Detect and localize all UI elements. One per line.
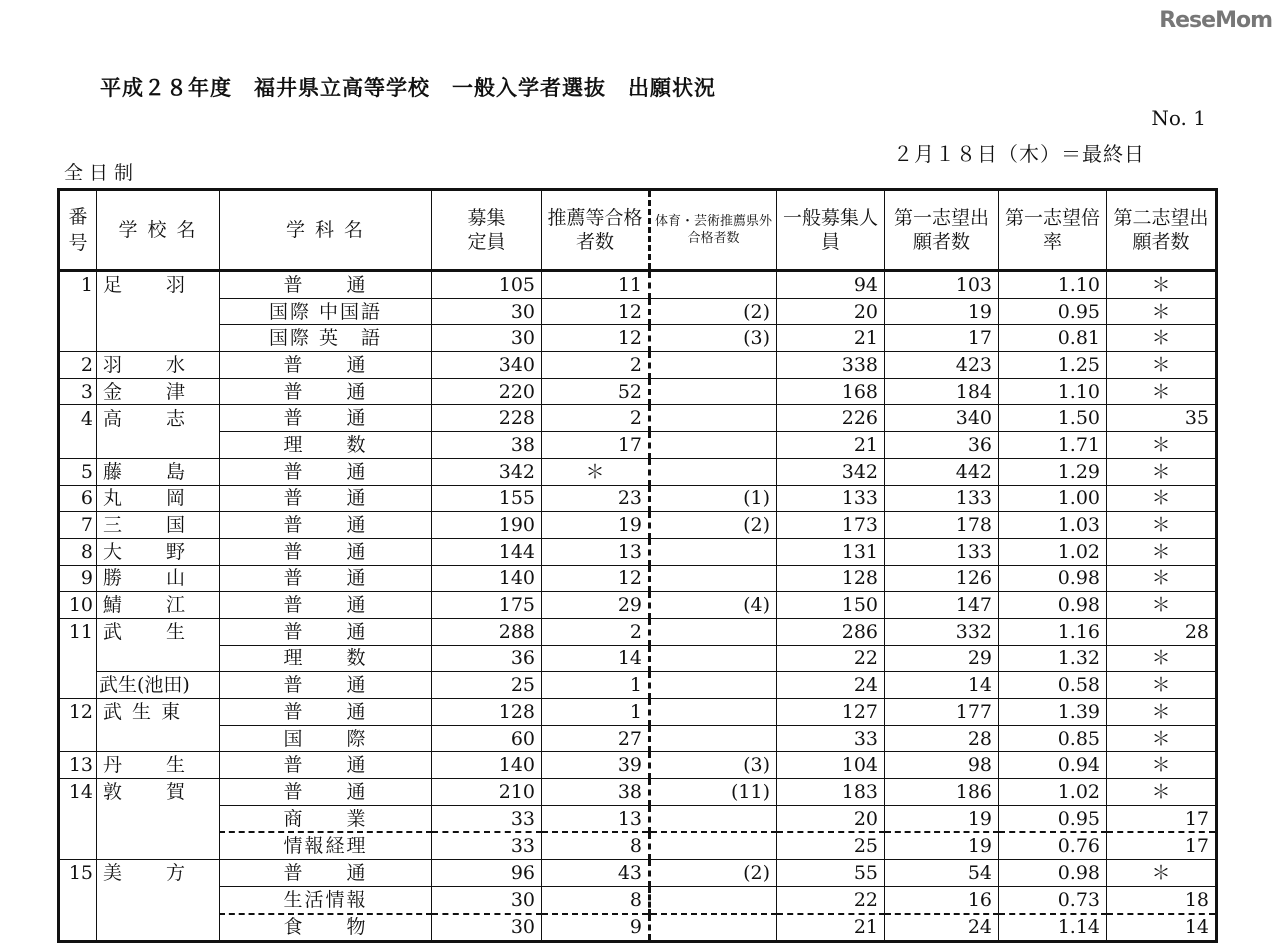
recommended-count: 2 <box>542 405 650 432</box>
second-choice-applicants: 35 <box>1107 405 1217 432</box>
row-number <box>59 432 97 459</box>
sports-arts-count <box>650 271 777 299</box>
header-dept: 学 科 名 <box>220 190 432 271</box>
capacity: 140 <box>432 752 542 779</box>
sports-arts-count <box>650 538 777 565</box>
department: 普 通 <box>220 860 432 887</box>
page-number: No. 1 <box>1151 106 1206 130</box>
table-row <box>59 860 1217 887</box>
school-name: 足 羽 <box>97 271 220 299</box>
school-name <box>97 832 220 859</box>
second-choice-applicants: ＊ <box>1107 725 1217 752</box>
first-choice-applicants: 19 <box>885 832 999 859</box>
first-choice-ratio: 1.50 <box>999 405 1107 432</box>
second-choice-applicants: ＊ <box>1107 458 1217 485</box>
second-choice-applicants: ＊ <box>1107 512 1217 539</box>
table-row <box>59 832 1217 859</box>
second-choice-applicants: 17 <box>1107 832 1217 859</box>
first-choice-applicants: 98 <box>885 752 999 779</box>
first-choice-applicants: 54 <box>885 860 999 887</box>
table-row <box>59 779 1217 806</box>
sports-arts-count: (11) <box>650 779 777 806</box>
department: 国際 英 語 <box>220 325 432 352</box>
general-quota: 168 <box>777 378 885 405</box>
first-choice-applicants: 340 <box>885 405 999 432</box>
second-choice-applicants: 18 <box>1107 886 1217 913</box>
row-number: 10 <box>59 592 97 619</box>
table-row <box>59 352 1217 379</box>
school-name: 美 方 <box>97 860 220 887</box>
department: 普 通 <box>220 458 432 485</box>
sports-arts-count <box>650 805 777 832</box>
recommended-count: 11 <box>542 271 650 299</box>
sports-arts-count <box>650 699 777 726</box>
row-number <box>59 805 97 832</box>
table-row <box>59 592 1217 619</box>
sports-arts-count: (3) <box>650 325 777 352</box>
second-choice-applicants: ＊ <box>1107 538 1217 565</box>
row-number <box>59 325 97 352</box>
capacity: 220 <box>432 378 542 405</box>
capacity: 175 <box>432 592 542 619</box>
first-choice-applicants: 16 <box>885 886 999 913</box>
capacity: 190 <box>432 512 542 539</box>
recommended-count: 13 <box>542 805 650 832</box>
header-school: 学 校 名 <box>97 190 220 271</box>
school-name <box>97 725 220 752</box>
recommended-count: 39 <box>542 752 650 779</box>
recommended-count: 17 <box>542 432 650 459</box>
second-choice-applicants: ＊ <box>1107 485 1217 512</box>
row-number <box>59 672 97 699</box>
header-ratio: 第一志望倍 率 <box>999 190 1107 271</box>
first-choice-applicants: 177 <box>885 699 999 726</box>
second-choice-applicants: ＊ <box>1107 325 1217 352</box>
second-choice-applicants: ＊ <box>1107 352 1217 379</box>
first-choice-applicants: 29 <box>885 645 999 672</box>
first-choice-applicants: 178 <box>885 512 999 539</box>
department: 情報経理 <box>220 832 432 859</box>
school-name: 高 志 <box>97 405 220 432</box>
row-number: 14 <box>59 779 97 806</box>
first-choice-applicants: 332 <box>885 618 999 645</box>
watermark-logo: ReseMom <box>1159 8 1272 33</box>
first-choice-applicants: 36 <box>885 432 999 459</box>
second-choice-applicants: ＊ <box>1107 672 1217 699</box>
capacity: 60 <box>432 725 542 752</box>
school-name <box>97 886 220 913</box>
capacity: 210 <box>432 779 542 806</box>
general-quota: 127 <box>777 699 885 726</box>
first-choice-ratio: 0.98 <box>999 565 1107 592</box>
header-second-applicants: 第二志望出願者数 <box>1107 190 1217 271</box>
school-name: 武 生 <box>97 618 220 645</box>
table-row <box>59 805 1217 832</box>
second-choice-applicants: ＊ <box>1107 779 1217 806</box>
first-choice-ratio: 1.16 <box>999 618 1107 645</box>
first-choice-ratio: 0.94 <box>999 752 1107 779</box>
first-choice-ratio: 1.71 <box>999 432 1107 459</box>
first-choice-ratio: 0.98 <box>999 860 1107 887</box>
department: 普 通 <box>220 271 432 299</box>
school-name <box>97 645 220 672</box>
general-quota: 338 <box>777 352 885 379</box>
capacity: 144 <box>432 538 542 565</box>
first-choice-applicants: 126 <box>885 565 999 592</box>
school-name: 武生(池田) <box>97 672 220 699</box>
school-name: 丹 生 <box>97 752 220 779</box>
department: 普 通 <box>220 485 432 512</box>
first-choice-ratio: 0.95 <box>999 805 1107 832</box>
second-choice-applicants: 14 <box>1107 914 1217 942</box>
school-name: 敦 賀 <box>97 779 220 806</box>
first-choice-applicants: 133 <box>885 485 999 512</box>
general-quota: 25 <box>777 832 885 859</box>
first-choice-ratio: 1.25 <box>999 352 1107 379</box>
department: 普 通 <box>220 538 432 565</box>
date-note: ２月１８日（木）＝最終日 <box>893 142 1145 166</box>
recommended-count: 12 <box>542 565 650 592</box>
table-row <box>59 645 1217 672</box>
second-choice-applicants: ＊ <box>1107 271 1217 299</box>
table-row <box>59 886 1217 913</box>
second-choice-applicants: 28 <box>1107 618 1217 645</box>
general-quota: 21 <box>777 325 885 352</box>
department: 理 数 <box>220 432 432 459</box>
capacity: 33 <box>432 832 542 859</box>
school-name: 大 野 <box>97 538 220 565</box>
first-choice-ratio: 1.14 <box>999 914 1107 942</box>
table-row <box>59 271 1217 299</box>
row-number <box>59 832 97 859</box>
row-number: 11 <box>59 618 97 645</box>
general-quota: 133 <box>777 485 885 512</box>
school-name: 勝 山 <box>97 565 220 592</box>
sports-arts-count: (1) <box>650 485 777 512</box>
recommended-count: 14 <box>542 645 650 672</box>
row-number <box>59 645 97 672</box>
second-choice-applicants: ＊ <box>1107 645 1217 672</box>
first-choice-applicants: 19 <box>885 298 999 325</box>
capacity: 30 <box>432 914 542 942</box>
capacity: 25 <box>432 672 542 699</box>
row-number: 15 <box>59 860 97 887</box>
capacity: 128 <box>432 699 542 726</box>
general-quota: 150 <box>777 592 885 619</box>
general-quota: 128 <box>777 565 885 592</box>
table-row <box>59 752 1217 779</box>
capacity: 342 <box>432 458 542 485</box>
first-choice-ratio: 0.85 <box>999 725 1107 752</box>
first-choice-ratio: 1.02 <box>999 538 1107 565</box>
second-choice-applicants: ＊ <box>1107 699 1217 726</box>
second-choice-applicants: ＊ <box>1107 860 1217 887</box>
first-choice-applicants: 17 <box>885 325 999 352</box>
row-number: 6 <box>59 485 97 512</box>
department: 国際 中国語 <box>220 298 432 325</box>
recommended-count: 12 <box>542 325 650 352</box>
row-number <box>59 725 97 752</box>
table-row <box>59 618 1217 645</box>
sports-arts-count: (2) <box>650 512 777 539</box>
header-recommended: 推薦等合格者数 <box>542 190 650 271</box>
capacity: 228 <box>432 405 542 432</box>
capacity: 96 <box>432 860 542 887</box>
table-row <box>59 485 1217 512</box>
department: 普 通 <box>220 565 432 592</box>
sports-arts-count: (3) <box>650 752 777 779</box>
recommended-count: 1 <box>542 699 650 726</box>
row-number: 12 <box>59 699 97 726</box>
recommended-count: 23 <box>542 485 650 512</box>
recommended-count: ＊ <box>542 458 650 485</box>
sports-arts-count: (2) <box>650 298 777 325</box>
general-quota: 24 <box>777 672 885 699</box>
general-quota: 20 <box>777 805 885 832</box>
row-number: 2 <box>59 352 97 379</box>
table-row <box>59 914 1217 942</box>
sports-arts-count <box>650 618 777 645</box>
section-label: 全日制 <box>64 162 140 184</box>
sports-arts-count <box>650 432 777 459</box>
recommended-count: 52 <box>542 378 650 405</box>
general-quota: 173 <box>777 512 885 539</box>
row-number: 5 <box>59 458 97 485</box>
school-name: 丸 岡 <box>97 485 220 512</box>
first-choice-ratio: 0.73 <box>999 886 1107 913</box>
first-choice-ratio: 1.10 <box>999 271 1107 299</box>
row-number: 3 <box>59 378 97 405</box>
capacity: 155 <box>432 485 542 512</box>
department: 普 通 <box>220 378 432 405</box>
sports-arts-count <box>650 725 777 752</box>
general-quota: 21 <box>777 432 885 459</box>
first-choice-ratio: 1.29 <box>999 458 1107 485</box>
department: 普 通 <box>220 672 432 699</box>
capacity: 30 <box>432 886 542 913</box>
table-row <box>59 538 1217 565</box>
general-quota: 20 <box>777 298 885 325</box>
row-number: 4 <box>59 405 97 432</box>
first-choice-ratio: 0.81 <box>999 325 1107 352</box>
table-row <box>59 512 1217 539</box>
first-choice-applicants: 442 <box>885 458 999 485</box>
recommended-count: 38 <box>542 779 650 806</box>
recommended-count: 43 <box>542 860 650 887</box>
capacity: 340 <box>432 352 542 379</box>
capacity: 288 <box>432 618 542 645</box>
recommended-count: 29 <box>542 592 650 619</box>
first-choice-applicants: 184 <box>885 378 999 405</box>
second-choice-applicants: ＊ <box>1107 432 1217 459</box>
first-choice-ratio: 1.39 <box>999 699 1107 726</box>
first-choice-ratio: 1.03 <box>999 512 1107 539</box>
second-choice-applicants: ＊ <box>1107 565 1217 592</box>
department: 普 通 <box>220 512 432 539</box>
general-quota: 226 <box>777 405 885 432</box>
first-choice-ratio: 0.95 <box>999 298 1107 325</box>
first-choice-applicants: 24 <box>885 914 999 942</box>
first-choice-applicants: 133 <box>885 538 999 565</box>
row-number: 9 <box>59 565 97 592</box>
capacity: 140 <box>432 565 542 592</box>
first-choice-ratio: 0.58 <box>999 672 1107 699</box>
general-quota: 21 <box>777 914 885 942</box>
sports-arts-count <box>650 378 777 405</box>
first-choice-applicants: 14 <box>885 672 999 699</box>
general-quota: 183 <box>777 779 885 806</box>
row-number: 1 <box>59 271 97 299</box>
capacity: 30 <box>432 325 542 352</box>
sports-arts-count <box>650 458 777 485</box>
general-quota: 342 <box>777 458 885 485</box>
general-quota: 55 <box>777 860 885 887</box>
general-quota: 22 <box>777 886 885 913</box>
first-choice-ratio: 1.00 <box>999 485 1107 512</box>
second-choice-applicants: ＊ <box>1107 592 1217 619</box>
school-name <box>97 432 220 459</box>
general-quota: 22 <box>777 645 885 672</box>
sports-arts-count: (4) <box>650 592 777 619</box>
capacity: 30 <box>432 298 542 325</box>
department: 商 業 <box>220 805 432 832</box>
row-number: 8 <box>59 538 97 565</box>
table-row <box>59 325 1217 352</box>
sports-arts-count <box>650 886 777 913</box>
general-quota: 94 <box>777 271 885 299</box>
recommended-count: 13 <box>542 538 650 565</box>
recommended-count: 1 <box>542 672 650 699</box>
sports-arts-count <box>650 914 777 942</box>
second-choice-applicants: ＊ <box>1107 752 1217 779</box>
capacity: 33 <box>432 805 542 832</box>
department: 普 通 <box>220 779 432 806</box>
recommended-count: 8 <box>542 832 650 859</box>
table-row <box>59 725 1217 752</box>
department: 生活情報 <box>220 886 432 913</box>
school-name <box>97 325 220 352</box>
sports-arts-count <box>650 565 777 592</box>
recommended-count: 2 <box>542 352 650 379</box>
recommended-count: 27 <box>542 725 650 752</box>
header-no: 番号 <box>59 190 97 271</box>
table-row <box>59 405 1217 432</box>
school-name: 金 津 <box>97 378 220 405</box>
first-choice-ratio: 0.98 <box>999 592 1107 619</box>
school-name: 三 国 <box>97 512 220 539</box>
sports-arts-count: (2) <box>650 860 777 887</box>
first-choice-applicants: 423 <box>885 352 999 379</box>
school-name <box>97 298 220 325</box>
header-first-applicants: 第一志望出願者数 <box>885 190 999 271</box>
recommended-count: 12 <box>542 298 650 325</box>
first-choice-applicants: 28 <box>885 725 999 752</box>
second-choice-applicants: ＊ <box>1107 378 1217 405</box>
second-choice-applicants: 17 <box>1107 805 1217 832</box>
capacity: 36 <box>432 645 542 672</box>
first-choice-ratio: 1.10 <box>999 378 1107 405</box>
first-choice-applicants: 186 <box>885 779 999 806</box>
row-number <box>59 298 97 325</box>
school-name: 藤 島 <box>97 458 220 485</box>
table-row <box>59 458 1217 485</box>
first-choice-applicants: 103 <box>885 271 999 299</box>
department: 普 通 <box>220 752 432 779</box>
recommended-count: 9 <box>542 914 650 942</box>
row-number <box>59 886 97 913</box>
first-choice-ratio: 1.32 <box>999 645 1107 672</box>
recommended-count: 2 <box>542 618 650 645</box>
department: 普 通 <box>220 618 432 645</box>
recommended-count: 19 <box>542 512 650 539</box>
first-choice-ratio: 1.02 <box>999 779 1107 806</box>
department: 理 数 <box>220 645 432 672</box>
application-status-table <box>57 188 1218 943</box>
table-row <box>59 699 1217 726</box>
sports-arts-count <box>650 672 777 699</box>
department: 食 物 <box>220 914 432 942</box>
table-row <box>59 672 1217 699</box>
school-name: 鯖 江 <box>97 592 220 619</box>
capacity: 38 <box>432 432 542 459</box>
recommended-count: 8 <box>542 886 650 913</box>
school-name: 羽 水 <box>97 352 220 379</box>
row-number: 7 <box>59 512 97 539</box>
general-quota: 104 <box>777 752 885 779</box>
school-name: 武 生 東 <box>97 699 220 726</box>
table-row <box>59 432 1217 459</box>
school-name <box>97 805 220 832</box>
sports-arts-count <box>650 405 777 432</box>
department: 国 際 <box>220 725 432 752</box>
capacity: 105 <box>432 271 542 299</box>
table-row <box>59 298 1217 325</box>
page-title: 平成２８年度 福井県立高等学校 一般入学者選抜 出願状況 <box>100 76 716 100</box>
school-name <box>97 914 220 942</box>
header-general: 一般募集人員 <box>777 190 885 271</box>
department: 普 通 <box>220 405 432 432</box>
first-choice-applicants: 19 <box>885 805 999 832</box>
row-number <box>59 914 97 942</box>
first-choice-applicants: 147 <box>885 592 999 619</box>
header-sports: 体育・芸術推薦県外合格者数 <box>650 190 777 271</box>
general-quota: 286 <box>777 618 885 645</box>
header-capacity: 募集定員 <box>432 190 542 271</box>
second-choice-applicants: ＊ <box>1107 298 1217 325</box>
sports-arts-count <box>650 832 777 859</box>
department: 普 通 <box>220 699 432 726</box>
row-number: 13 <box>59 752 97 779</box>
sports-arts-count <box>650 352 777 379</box>
department: 普 通 <box>220 352 432 379</box>
department: 普 通 <box>220 592 432 619</box>
table-row <box>59 565 1217 592</box>
general-quota: 33 <box>777 725 885 752</box>
general-quota: 131 <box>777 538 885 565</box>
sports-arts-count <box>650 645 777 672</box>
first-choice-ratio: 0.76 <box>999 832 1107 859</box>
table-row <box>59 378 1217 405</box>
